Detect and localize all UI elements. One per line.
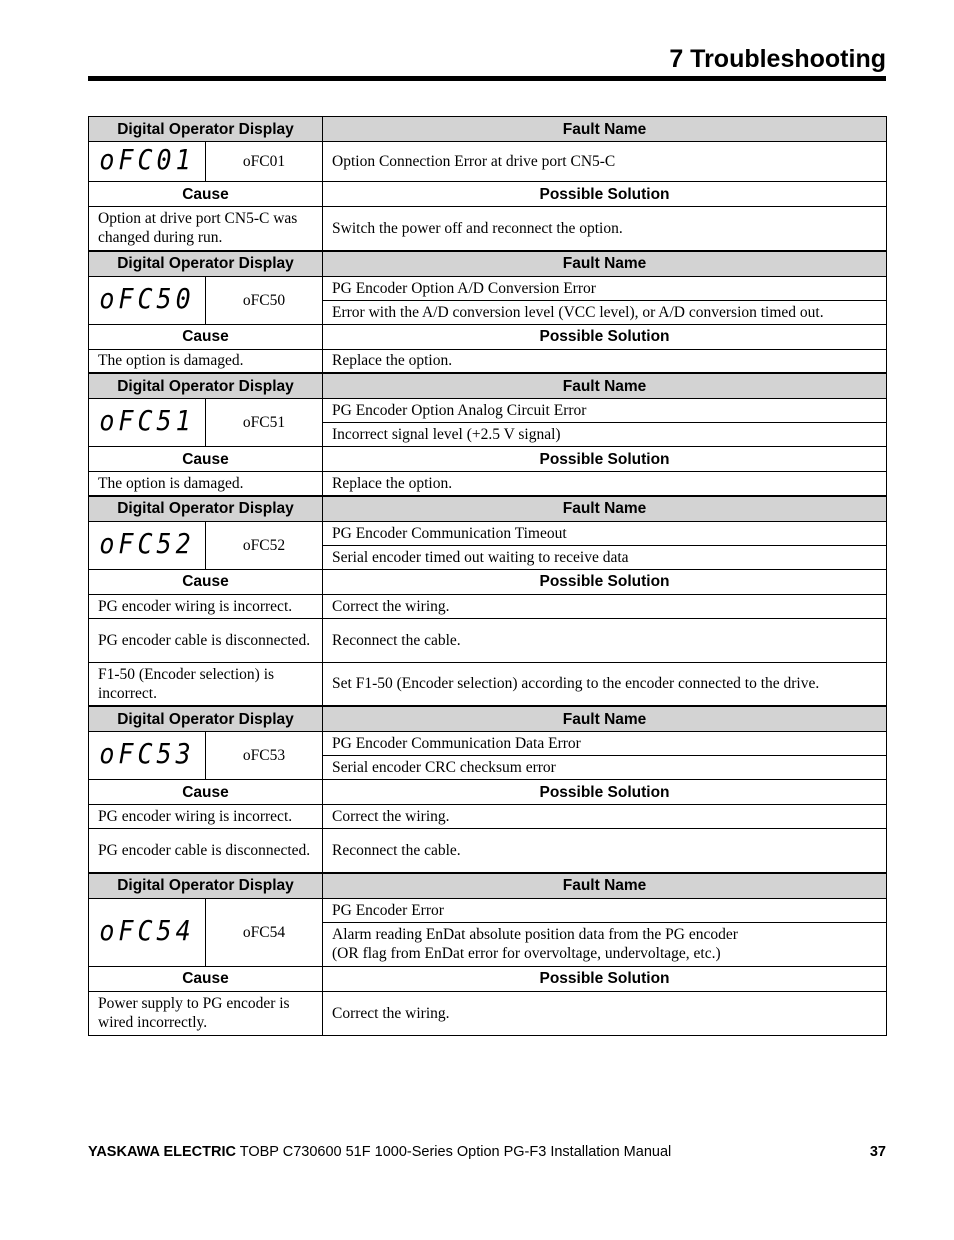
fault-name-text: PG Encoder Option Analog Circuit Error [323,399,887,423]
display-column-header: Digital Operator Display [89,117,323,142]
solution-text: Replace the option. [323,349,887,373]
fault-name-row [89,142,887,182]
footer-brand: YASKAWA ELECTRIC [88,1144,236,1160]
fault-header-row [89,251,887,277]
display-column-header: Digital Operator Display [89,373,323,399]
operator-display-cell [89,732,206,780]
fault-code: oFC54 [206,898,323,966]
cause-row [89,805,887,829]
fault-name-text: PG Encoder Option A/D Conversion Error [323,276,887,300]
cause-text: Option at drive port CN5-C was changed during run. [89,207,323,251]
cause-solution-header-row [89,780,887,805]
cause-column-header: Cause [89,966,323,991]
solution-text: Reconnect the cable. [323,618,887,662]
footer-doc-name: TOBP C730600 51F 1000-Series Option PG-F3 Installation Manual [235,1144,672,1160]
cause-row [89,207,887,251]
solution-column-header: Possible Solution [323,780,887,805]
fault-header-row [89,873,887,899]
fault-header-row [89,706,887,732]
fault-name-text: PG Encoder Communication Timeout [323,521,887,545]
operator-display-cell [89,521,206,569]
display-column-header: Digital Operator Display [89,873,323,899]
solution-text: Set F1-50 (Encoder selection) according to the encoder connected to the drive. [323,662,887,706]
fault-name-column-header: Fault Name [323,496,887,522]
seven-segment-display: oFC52 [99,527,195,559]
fault-name-column-header: Fault Name [323,873,887,899]
fault-code: oFC52 [206,521,323,569]
cause-text: Power supply to PG encoder is wired incorrectly. [89,991,323,1035]
cause-solution-header-row [89,966,887,991]
cause-row [89,991,887,1035]
cause-column-header: Cause [89,182,323,207]
operator-display-cell [89,142,206,182]
solution-column-header: Possible Solution [323,569,887,594]
display-column-header: Digital Operator Display [89,706,323,732]
cause-column-header: Cause [89,780,323,805]
fault-name-text: Serial encoder CRC checksum error [323,756,887,780]
fault-table [88,116,887,1036]
fault-name-text: Error with the A/D conversion level (VCC level), or A/D conversion timed out. [323,300,887,324]
section-title: 7 Troubleshooting [669,45,886,73]
fault-code: oFC51 [206,399,323,447]
operator-display-cell [89,898,206,966]
cause-text: F1-50 (Encoder selection) is incorrect. [89,662,323,706]
fault-name-text: Option Connection Error at drive port CN5-C [323,142,887,182]
seven-segment-display: oFC51 [99,404,195,437]
fault-name-column-header: Fault Name [323,251,887,277]
cause-row [89,472,887,496]
page-header [88,44,886,74]
fault-name-text: Serial encoder timed out waiting to receive data [323,545,887,569]
seven-segment-display: oFC01 [99,143,195,176]
solution-text: Switch the power off and reconnect the option. [323,207,887,251]
fault-name-text: Incorrect signal level (+2.5 V signal) [323,423,887,447]
display-column-header: Digital Operator Display [89,496,323,522]
cause-solution-header-row [89,324,887,349]
fault-code: oFC01 [206,142,323,182]
page-number: 37 [869,1144,886,1160]
cause-column-header: Cause [89,569,323,594]
seven-segment-display: oFC53 [99,737,195,770]
fault-name-row [89,732,887,756]
fault-name-row [89,898,887,922]
solution-text: Correct the wiring. [323,805,887,829]
cause-text: The option is damaged. [89,349,323,373]
fault-name-text: PG Encoder Error [323,898,887,922]
cause-row [89,829,887,873]
solution-column-header: Possible Solution [323,324,887,349]
page-footer [88,1143,886,1161]
cause-text: PG encoder wiring is incorrect. [89,594,323,618]
fault-header-row [89,373,887,399]
fault-code: oFC53 [206,732,323,780]
fault-header-row [89,117,887,142]
solution-text: Replace the option. [323,472,887,496]
cause-solution-header-row [89,569,887,594]
fault-code: oFC50 [206,276,323,324]
solution-text: Reconnect the cable. [323,829,887,873]
cause-row [89,349,887,373]
display-column-header: Digital Operator Display [89,251,323,277]
footer-doc-title [88,1143,671,1161]
header-rule [88,76,886,81]
cause-solution-header-row [89,447,887,472]
operator-display-cell [89,399,206,447]
fault-name-column-header: Fault Name [323,706,887,732]
cause-column-header: Cause [89,447,323,472]
cause-column-header: Cause [89,324,323,349]
cause-row [89,594,887,618]
fault-name-column-header: Fault Name [323,117,887,142]
solution-text: Correct the wiring. [323,594,887,618]
fault-name-row [89,276,887,300]
cause-text: PG encoder cable is disconnected. [89,618,323,662]
cause-text: The option is damaged. [89,472,323,496]
fault-name-column-header: Fault Name [323,373,887,399]
fault-name-text: PG Encoder Communication Data Error [323,732,887,756]
cause-row [89,662,887,706]
cause-row [89,618,887,662]
cause-text: PG encoder cable is disconnected. [89,829,323,873]
cause-text: PG encoder wiring is incorrect. [89,805,323,829]
cause-solution-header-row [89,182,887,207]
solution-column-header: Possible Solution [323,447,887,472]
solution-text: Correct the wiring. [323,991,887,1035]
fault-name-row [89,399,887,423]
seven-segment-display: oFC54 [99,914,195,946]
solution-column-header: Possible Solution [323,182,887,207]
operator-display-cell [89,276,206,324]
fault-name-row [89,521,887,545]
solution-column-header: Possible Solution [323,966,887,991]
seven-segment-display: oFC50 [99,282,195,314]
fault-header-row [89,496,887,522]
fault-name-text: Alarm reading EnDat absolute position data from the PG encoder (OR flag from EnDat error for overvoltage, undervoltage, etc.) [323,922,887,966]
